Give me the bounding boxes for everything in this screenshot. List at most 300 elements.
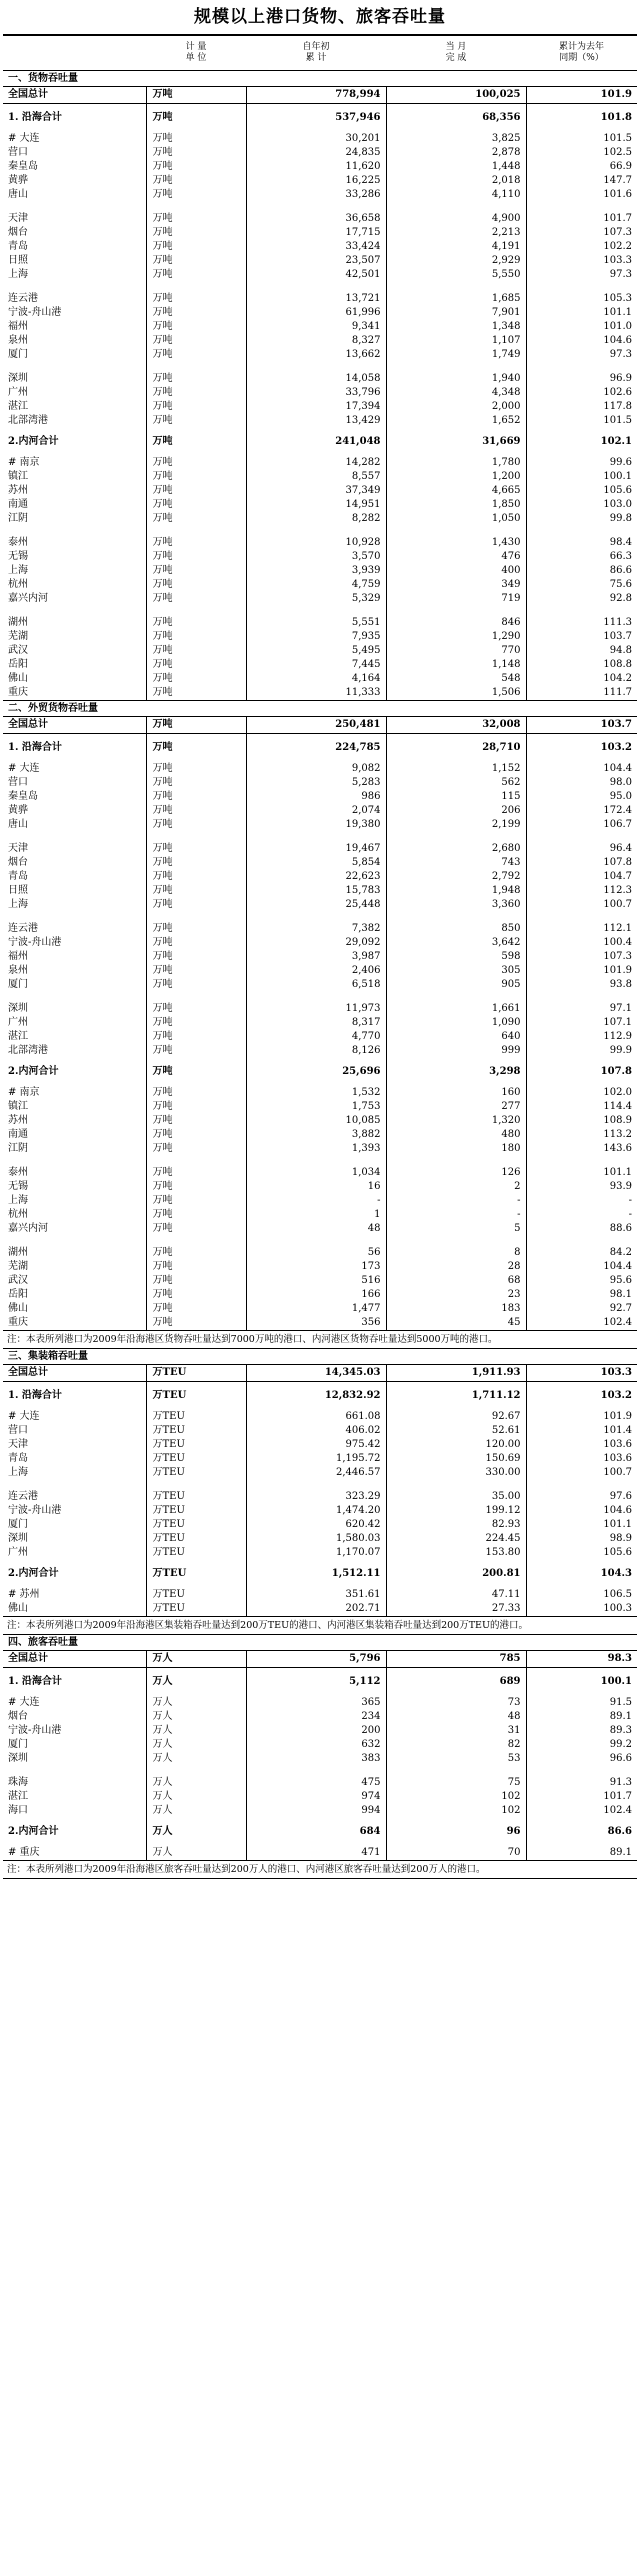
table-row: [3, 1260, 637, 1274]
month-value: 2,000: [386, 400, 526, 414]
subtotal-row: [3, 1058, 637, 1086]
yoy-percent: 98.1: [526, 1288, 637, 1302]
cumulative-value: 3,882: [246, 1128, 386, 1142]
spacer-cell: [386, 526, 526, 536]
cumulative-value: 234: [246, 1710, 386, 1724]
unit: 万吨: [146, 672, 246, 686]
cumulative-value: -: [246, 1194, 386, 1208]
unit: 万TEU: [146, 1532, 246, 1546]
unit: 万吨: [146, 1044, 246, 1058]
unit: 万吨: [146, 870, 246, 884]
unit: 万人: [146, 1651, 246, 1668]
cumulative-value: 6,518: [246, 978, 386, 992]
cumulative-value: 19,380: [246, 818, 386, 832]
yoy-percent: -: [526, 1194, 637, 1208]
month-value: 68,356: [386, 104, 526, 133]
month-value: 5: [386, 1222, 526, 1236]
unit: 万吨: [146, 1128, 246, 1142]
spacer-cell: [386, 1766, 526, 1776]
cumulative-value: 8,317: [246, 1016, 386, 1030]
cumulative-value: 10,085: [246, 1114, 386, 1128]
table-row: [3, 762, 637, 776]
spacer-cell: [386, 992, 526, 1002]
port-name: 岳阳: [8, 1289, 28, 1300]
unit: 万吨: [146, 414, 246, 428]
unit: 万吨: [146, 1222, 246, 1236]
unit: 万吨: [146, 484, 246, 498]
yoy-percent: 89.1: [526, 1710, 637, 1724]
table-row: [3, 1466, 637, 1480]
table-row: [3, 1602, 637, 1617]
spacer-cell: [3, 282, 146, 292]
cumulative-value: 356: [246, 1316, 386, 1331]
table-row: [3, 922, 637, 936]
port-name: 珠海: [8, 1777, 28, 1788]
unit: 万人: [146, 1804, 246, 1818]
spacer-row: [3, 526, 637, 536]
cumulative-value: 5,112: [246, 1668, 386, 1697]
unit: 万吨: [146, 188, 246, 202]
yoy-percent: 66.3: [526, 550, 637, 564]
unit: 万吨: [146, 1316, 246, 1331]
unit: 万吨: [146, 386, 246, 400]
cumulative-value: 1,512.11: [246, 1560, 386, 1588]
unit: 万吨: [146, 132, 246, 146]
port-name: 2.内河合计: [8, 1066, 59, 1077]
port-name: 青岛: [8, 1453, 28, 1464]
yoy-percent: 103.7: [526, 630, 637, 644]
table-row: [3, 578, 637, 592]
cumulative-value: 48: [246, 1222, 386, 1236]
footnote-row: [3, 1331, 637, 1349]
port-name: 秦皇岛: [8, 791, 38, 802]
month-value: 183: [386, 1302, 526, 1316]
spacer-cell: [3, 606, 146, 616]
unit: 万吨: [146, 498, 246, 512]
cumulative-value: 7,935: [246, 630, 386, 644]
yoy-percent: 98.3: [526, 1651, 637, 1668]
unit: 万吨: [146, 964, 246, 978]
month-value: 75: [386, 1776, 526, 1790]
cumulative-value: 5,854: [246, 856, 386, 870]
month-value: 562: [386, 776, 526, 790]
month-value: 743: [386, 856, 526, 870]
footnote: 注：本表所列港口为2009年沿海港区旅客吞吐量达到200万人的港口、内河港区旅客吞吐量达到200万人的港口。: [3, 1861, 637, 1879]
port-name: 镇江: [8, 1101, 28, 1112]
unit: 万吨: [146, 372, 246, 386]
month-value: 2,199: [386, 818, 526, 832]
table-row: [3, 1752, 637, 1766]
header-cumulative: 自年初 累 计: [246, 35, 386, 71]
yoy-percent: 99.9: [526, 1044, 637, 1058]
month-value: 785: [386, 1651, 526, 1668]
spacer-cell: [3, 1766, 146, 1776]
yoy-percent: 100.7: [526, 898, 637, 912]
month-value: 1,448: [386, 160, 526, 174]
spacer-cell: [146, 1480, 246, 1490]
table-row: [3, 1086, 637, 1100]
yoy-percent: 104.3: [526, 1560, 637, 1588]
yoy-percent: 172.4: [526, 804, 637, 818]
port-name: 厦门: [8, 1739, 28, 1750]
yoy-percent: 104.6: [526, 334, 637, 348]
yoy-percent: 84.2: [526, 1246, 637, 1260]
month-value: 4,348: [386, 386, 526, 400]
cumulative-value: 42,501: [246, 268, 386, 282]
yoy-percent: 91.5: [526, 1696, 637, 1710]
month-value: 7,901: [386, 306, 526, 320]
cumulative-value: 17,715: [246, 226, 386, 240]
month-value: 1,749: [386, 348, 526, 362]
table-row: [3, 1424, 637, 1438]
cumulative-value: 24,835: [246, 146, 386, 160]
yoy-percent: 103.6: [526, 1438, 637, 1452]
port-name: 宁波-舟山港: [8, 1505, 62, 1516]
yoy-percent: 86.6: [526, 1818, 637, 1846]
section-header: [3, 1349, 637, 1365]
month-value: 1,652: [386, 414, 526, 428]
cumulative-value: 29,092: [246, 936, 386, 950]
month-value: 1,320: [386, 1114, 526, 1128]
cumulative-value: 5,796: [246, 1651, 386, 1668]
table-row: [3, 456, 637, 470]
cumulative-value: 22,623: [246, 870, 386, 884]
port-name: 厦门: [8, 349, 28, 360]
month-value: 28: [386, 1260, 526, 1274]
spacer-cell: [146, 202, 246, 212]
table-row: [3, 1710, 637, 1724]
cumulative-value: 61,996: [246, 306, 386, 320]
spacer-cell: [146, 1156, 246, 1166]
table-row: [3, 898, 637, 912]
unit: 万吨: [146, 898, 246, 912]
cumulative-value: 23,507: [246, 254, 386, 268]
spacer-cell: [386, 1156, 526, 1166]
spacer-cell: [246, 606, 386, 616]
unit: 万TEU: [146, 1504, 246, 1518]
spacer-cell: [246, 1766, 386, 1776]
cumulative-value: 5,329: [246, 592, 386, 606]
cumulative-value: 250,481: [246, 717, 386, 734]
cumulative-value: 1,580.03: [246, 1532, 386, 1546]
yoy-percent: 94.8: [526, 644, 637, 658]
yoy-percent: 96.9: [526, 372, 637, 386]
month-value: 640: [386, 1030, 526, 1044]
cumulative-value: 13,721: [246, 292, 386, 306]
month-value: 2,929: [386, 254, 526, 268]
month-value: 45: [386, 1316, 526, 1331]
port-name: 苏州: [8, 1115, 28, 1126]
page-title: 规模以上港口货物、旅客吞吐量: [194, 7, 446, 27]
unit: 万吨: [146, 950, 246, 964]
yoy-percent: 104.4: [526, 1260, 637, 1274]
port-name: 北部湾港: [8, 1045, 48, 1056]
spacer-cell: [526, 606, 637, 616]
spacer-cell: [246, 526, 386, 536]
spacer-cell: [526, 1236, 637, 1246]
table-row: [3, 334, 637, 348]
subtotal-row: [3, 104, 637, 133]
table-row: [3, 306, 637, 320]
yoy-percent: 111.7: [526, 686, 637, 701]
port-name: 上海: [8, 1467, 28, 1478]
cumulative-value: 5,283: [246, 776, 386, 790]
table-row: [3, 672, 637, 686]
header-unit: 计 量 单 位: [146, 35, 246, 71]
spacer-cell: [526, 202, 637, 212]
spacer-cell: [526, 1156, 637, 1166]
port-name: 湖州: [8, 617, 28, 628]
yoy-percent: 104.6: [526, 1504, 637, 1518]
month-value: 1,948: [386, 884, 526, 898]
table-row: [3, 348, 637, 362]
yoy-percent: 92.8: [526, 592, 637, 606]
yoy-percent: 98.9: [526, 1532, 637, 1546]
unit: 万吨: [146, 630, 246, 644]
cumulative-value: 16,225: [246, 174, 386, 188]
table-row: [3, 1696, 637, 1710]
table-row: [3, 160, 637, 174]
yoy-percent: 111.3: [526, 616, 637, 630]
table-row: [3, 414, 637, 428]
table-row: [3, 1504, 637, 1518]
header-blank: [3, 35, 146, 71]
yoy-percent: 102.0: [526, 1086, 637, 1100]
table-row: [3, 1776, 637, 1790]
table-row: [3, 1518, 637, 1532]
spacer-cell: [246, 912, 386, 922]
month-value: 126: [386, 1166, 526, 1180]
spacer-cell: [526, 282, 637, 292]
table-row: [3, 1490, 637, 1504]
unit: 万吨: [146, 160, 246, 174]
yoy-percent: 102.4: [526, 1316, 637, 1331]
month-value: 4,191: [386, 240, 526, 254]
yoy-percent: 96.6: [526, 1752, 637, 1766]
port-name: 武汉: [8, 1275, 28, 1286]
unit: 万吨: [146, 1302, 246, 1316]
unit: 万吨: [146, 1016, 246, 1030]
cumulative-value: 1,474.20: [246, 1504, 386, 1518]
port-name: 佛山: [8, 673, 28, 684]
port-name: 宁波-舟山港: [8, 1725, 62, 1736]
table-row: [3, 1438, 637, 1452]
spacer-cell: [3, 1480, 146, 1490]
cumulative-value: 1,532: [246, 1086, 386, 1100]
unit: 万吨: [146, 87, 246, 104]
port-name: 深圳: [8, 373, 28, 384]
month-value: 4,110: [386, 188, 526, 202]
table-row: [3, 1166, 637, 1180]
table-row: [3, 1288, 637, 1302]
cumulative-value: 14,951: [246, 498, 386, 512]
port-name: 营口: [8, 777, 28, 788]
yoy-percent: 113.2: [526, 1128, 637, 1142]
spacer-cell: [146, 1766, 246, 1776]
yoy-percent: 104.7: [526, 870, 637, 884]
month-value: 68: [386, 1274, 526, 1288]
yoy-percent: 97.6: [526, 1490, 637, 1504]
port-name: 2.内河合计: [8, 436, 59, 447]
port-name: # 大连: [8, 133, 40, 144]
cumulative-value: 323.29: [246, 1490, 386, 1504]
yoy-percent: 101.5: [526, 132, 637, 146]
unit: 万吨: [146, 512, 246, 526]
yoy-percent: 101.0: [526, 320, 637, 334]
unit: 万吨: [146, 1260, 246, 1274]
cumulative-value: 56: [246, 1246, 386, 1260]
unit: 万吨: [146, 320, 246, 334]
spacer-cell: [3, 912, 146, 922]
cumulative-value: 986: [246, 790, 386, 804]
port-name: 黄骅: [8, 175, 28, 186]
month-value: -: [386, 1208, 526, 1222]
yoy-percent: 100.7: [526, 1466, 637, 1480]
table-row: [3, 686, 637, 701]
month-value: 32,008: [386, 717, 526, 734]
cumulative-value: 17,394: [246, 400, 386, 414]
table-row: [3, 1846, 637, 1861]
header-yoy: 累计为去年 同期（%）: [526, 35, 637, 71]
spacer-cell: [246, 282, 386, 292]
month-value: 1,911.93: [386, 1365, 526, 1382]
port-name: 佛山: [8, 1303, 28, 1314]
month-value: 2,878: [386, 146, 526, 160]
unit: 万吨: [146, 936, 246, 950]
subtotal-row: [3, 1382, 637, 1411]
yoy-percent: 106.5: [526, 1588, 637, 1602]
cumulative-value: 475: [246, 1776, 386, 1790]
cumulative-value: 10,928: [246, 536, 386, 550]
port-name: 广州: [8, 1017, 28, 1028]
table-row: [3, 292, 637, 306]
month-value: 3,298: [386, 1058, 526, 1086]
port-name: 2.内河合计: [8, 1826, 59, 1837]
yoy-percent: 102.6: [526, 386, 637, 400]
month-value: 400: [386, 564, 526, 578]
month-value: 23: [386, 1288, 526, 1302]
port-name: 福州: [8, 951, 28, 962]
table-row: [3, 1016, 637, 1030]
month-value: 2,792: [386, 870, 526, 884]
unit: 万TEU: [146, 1365, 246, 1382]
unit: 万吨: [146, 842, 246, 856]
port-name: 湛江: [8, 1791, 28, 1802]
cumulative-value: 974: [246, 1790, 386, 1804]
port-name: # 南京: [8, 1087, 40, 1098]
port-name: 江阴: [8, 1143, 28, 1154]
month-value: 102: [386, 1804, 526, 1818]
yoy-percent: 88.6: [526, 1222, 637, 1236]
unit: 万吨: [146, 456, 246, 470]
table-row: [3, 950, 637, 964]
port-name: 营口: [8, 1425, 28, 1436]
unit: 万吨: [146, 1288, 246, 1302]
unit: 万TEU: [146, 1588, 246, 1602]
yoy-percent: 100.1: [526, 470, 637, 484]
table-row: [3, 1410, 637, 1424]
cumulative-value: 224,785: [246, 734, 386, 763]
cumulative-value: 5,551: [246, 616, 386, 630]
table-row: [3, 498, 637, 512]
port-name: 连云港: [8, 293, 38, 304]
month-value: 82: [386, 1738, 526, 1752]
month-value: 1,430: [386, 536, 526, 550]
spacer-cell: [3, 1236, 146, 1246]
month-value: 2,680: [386, 842, 526, 856]
cumulative-value: 166: [246, 1288, 386, 1302]
port-name: 泉州: [8, 335, 28, 346]
table-row: [3, 1588, 637, 1602]
month-value: 100,025: [386, 87, 526, 104]
month-value: 1,711.12: [386, 1382, 526, 1411]
table-row: [3, 818, 637, 832]
spacer-cell: [526, 912, 637, 922]
section-title: 三、集装箱吞吐量: [3, 1349, 637, 1365]
table-row: [3, 870, 637, 884]
port-name: 唐山: [8, 819, 28, 830]
table-row: [3, 146, 637, 160]
unit: 万吨: [146, 658, 246, 672]
spacer-cell: [3, 526, 146, 536]
yoy-percent: 104.4: [526, 762, 637, 776]
yoy-percent: 101.9: [526, 964, 637, 978]
cumulative-value: 241,048: [246, 428, 386, 456]
cumulative-value: 13,662: [246, 348, 386, 362]
cumulative-value: 37,349: [246, 484, 386, 498]
spacer-row: [3, 912, 637, 922]
cumulative-value: 516: [246, 1274, 386, 1288]
yoy-percent: 97.1: [526, 1002, 637, 1016]
month-value: 548: [386, 672, 526, 686]
month-value: 1,940: [386, 372, 526, 386]
port-name: 青岛: [8, 241, 28, 252]
table-row: [3, 1452, 637, 1466]
cumulative-value: 3,570: [246, 550, 386, 564]
cumulative-value: 661.08: [246, 1410, 386, 1424]
spacer-cell: [246, 202, 386, 212]
cumulative-value: 33,424: [246, 240, 386, 254]
yoy-percent: 105.6: [526, 484, 637, 498]
month-value: 5,550: [386, 268, 526, 282]
unit: 万吨: [146, 804, 246, 818]
yoy-percent: 102.5: [526, 146, 637, 160]
spacer-row: [3, 606, 637, 616]
month-value: 92.67: [386, 1410, 526, 1424]
month-value: 476: [386, 550, 526, 564]
cumulative-value: 25,696: [246, 1058, 386, 1086]
month-value: 277: [386, 1100, 526, 1114]
cumulative-value: 13,429: [246, 414, 386, 428]
port-name: 2.内河合计: [8, 1568, 59, 1579]
month-value: 1,850: [386, 498, 526, 512]
table-row: [3, 776, 637, 790]
table-row: [3, 1804, 637, 1818]
month-value: 330.00: [386, 1466, 526, 1480]
port-name: 日照: [8, 255, 28, 266]
unit: 万TEU: [146, 1438, 246, 1452]
footnote: 注：本表所列港口为2009年沿海港区货物吞吐量达到7000万吨的港口、内河港区货物吞吐量达到5000万吨的港口。: [3, 1331, 637, 1349]
spacer-cell: [386, 832, 526, 842]
cumulative-value: 3,987: [246, 950, 386, 964]
port-name: 深圳: [8, 1753, 28, 1764]
table-row: [3, 1738, 637, 1752]
port-name: 重庆: [8, 687, 28, 698]
port-name: 上海: [8, 899, 28, 910]
unit: 万吨: [146, 734, 246, 763]
month-value: 199.12: [386, 1504, 526, 1518]
spacer-row: [3, 832, 637, 842]
